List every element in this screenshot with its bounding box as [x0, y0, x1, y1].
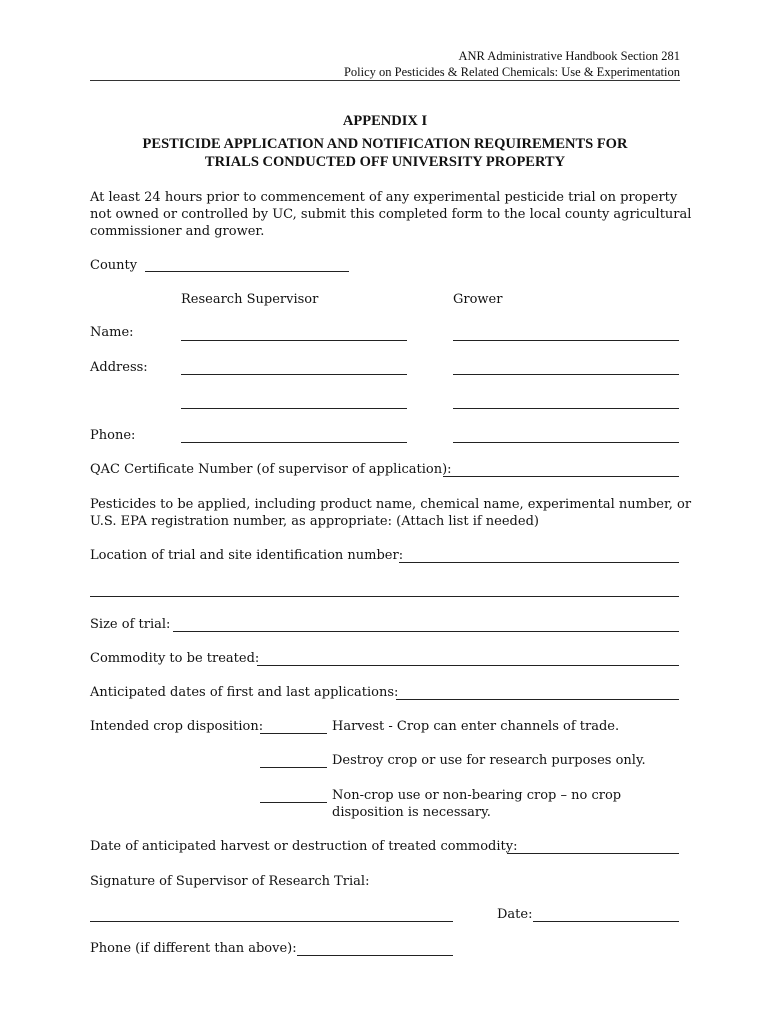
alternate-phone-field[interactable]: [297, 955, 453, 956]
date-label: Date:: [497, 907, 533, 922]
pesticides-label-line1: Pesticides to be applied, including product name, chemical name, experimental number, or: [90, 497, 692, 512]
grower-phone-field[interactable]: [453, 442, 679, 443]
harvest-option-field[interactable]: [260, 733, 327, 734]
pesticides-label-line2: U.S. EPA registration number, as appropriate: (Attach list if needed): [90, 514, 539, 529]
destroy-option-field[interactable]: [260, 767, 327, 768]
intro-line-1: At least 24 hours prior to commencement of any experimental pesticide trial on property: [90, 190, 678, 205]
harvest-option-label: Harvest - Crop can enter channels of trade.: [332, 719, 620, 734]
destroy-option-label: Destroy crop or use for research purposes only.: [332, 753, 646, 768]
appendix-title: APPENDIX I: [342, 113, 428, 129]
supervisor-address-field-2[interactable]: [181, 408, 407, 409]
form-title-line1: PESTICIDE APPLICATION AND NOTIFICATION REQUIREMENTS FOR: [142, 136, 628, 152]
supervisor-phone-field[interactable]: [181, 442, 407, 443]
location-label: Location of trial and site identification number:: [90, 548, 404, 563]
size-of-trial-field[interactable]: [173, 631, 679, 632]
commodity-label: Commodity to be treated:: [90, 651, 260, 666]
name-label: Name:: [90, 325, 134, 340]
county-label: County: [90, 258, 138, 273]
form-title-line2: TRIALS CONDUCTED OFF UNIVERSITY PROPERTY: [204, 154, 566, 170]
crop-disposition-label: Intended crop disposition:: [90, 719, 264, 734]
supervisor-address-field-1[interactable]: [181, 374, 407, 375]
grower-heading: Grower: [453, 292, 503, 307]
grower-address-field-2[interactable]: [453, 408, 679, 409]
qac-certificate-field[interactable]: [443, 476, 679, 477]
application-dates-field[interactable]: [396, 699, 679, 700]
phone-label: Phone:: [90, 428, 136, 443]
policy-header: Policy on Pesticides & Related Chemicals: Use & Experimentation: [343, 65, 680, 79]
harvest-date-label: Date of anticipated harvest or destruction of treated commodity:: [90, 839, 518, 854]
signature-label: Signature of Supervisor of Research Trial:: [90, 874, 370, 889]
date-field[interactable]: [533, 921, 679, 922]
size-of-trial-label: Size of trial:: [90, 617, 171, 632]
supervisor-name-field[interactable]: [181, 340, 407, 341]
address-label: Address:: [90, 360, 148, 375]
noncrop-option-label-line1: Non-crop use or non-bearing crop – no crop: [332, 788, 622, 803]
application-dates-label: Anticipated dates of first and last applications:: [90, 685, 399, 700]
grower-address-field-1[interactable]: [453, 374, 679, 375]
county-field[interactable]: [145, 271, 349, 272]
signature-field[interactable]: [90, 921, 453, 922]
commodity-field[interactable]: [257, 665, 679, 666]
noncrop-option-label-line2: disposition is necessary.: [332, 805, 491, 820]
intro-line-2: not owned or controlled by UC, submit this completed form to the local county agricultural: [90, 207, 692, 222]
harvest-date-field[interactable]: [507, 853, 679, 854]
alternate-phone-label: Phone (if different than above):: [90, 941, 297, 956]
location-field[interactable]: [399, 562, 679, 563]
header-rule: [90, 80, 680, 81]
research-supervisor-heading: Research Supervisor: [181, 292, 319, 307]
noncrop-option-field[interactable]: [260, 802, 327, 803]
qac-certificate-label: QAC Certificate Number (of supervisor of application):: [90, 462, 452, 477]
location-field-continued[interactable]: [90, 596, 679, 597]
intro-line-3: commissioner and grower.: [90, 224, 265, 239]
handbook-section-header: ANR Administrative Handbook Section 281: [458, 49, 680, 63]
grower-name-field[interactable]: [453, 340, 679, 341]
